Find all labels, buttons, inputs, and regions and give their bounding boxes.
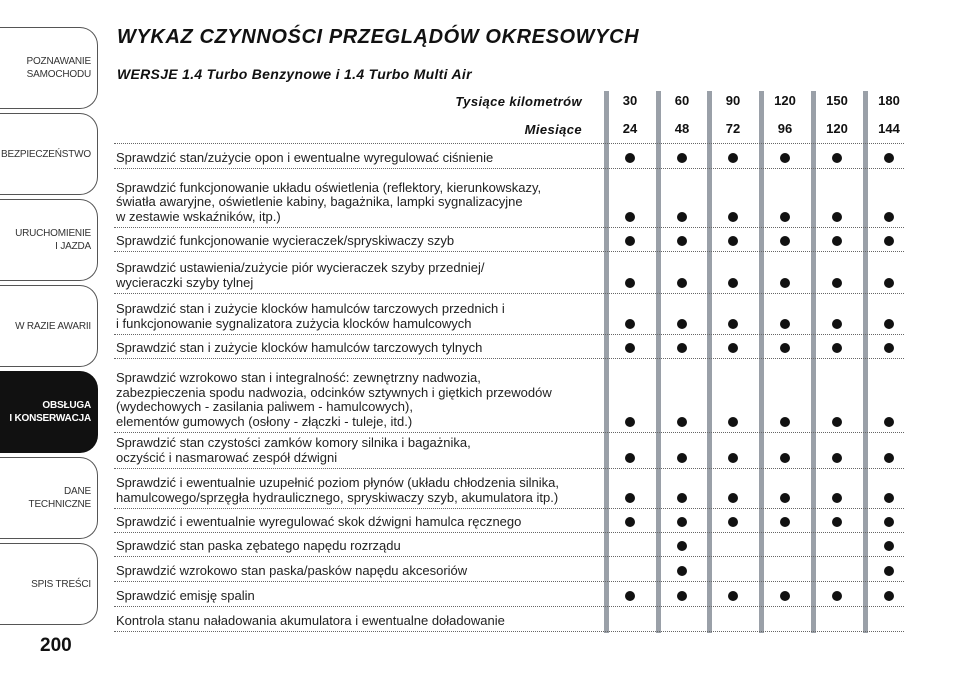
month-value: 48 [674, 121, 690, 136]
check-dot [625, 278, 635, 288]
check-dot [832, 153, 842, 163]
sidebar-tab-4[interactable] [0, 285, 98, 367]
check-dot [625, 319, 635, 329]
check-dot [728, 236, 738, 246]
check-dot [625, 493, 635, 503]
check-dot [625, 153, 635, 163]
month-value: 144 [878, 121, 900, 136]
check-dot [884, 566, 894, 576]
check-dot [625, 417, 635, 427]
check-dot [728, 278, 738, 288]
check-dot [780, 591, 790, 601]
sidebar-tab-label: DANE TECHNICZNE [28, 486, 91, 510]
check-dot [677, 278, 687, 288]
check-dot [677, 153, 687, 163]
check-dot [832, 453, 842, 463]
check-dot [728, 153, 738, 163]
check-dot [780, 212, 790, 222]
check-dot [884, 319, 894, 329]
km-value: 90 [725, 93, 741, 108]
table-row [114, 228, 904, 252]
table-row [114, 533, 904, 557]
row-description: Sprawdzić funkcjonowanie wycieraczek/spryskiwaczy szyb [116, 232, 455, 248]
table-row [114, 144, 904, 169]
check-dot [677, 212, 687, 222]
table-row [114, 469, 904, 509]
check-dot [884, 343, 894, 353]
check-dot [832, 343, 842, 353]
table-row [114, 252, 904, 294]
check-dot [677, 453, 687, 463]
month-value: 96 [777, 121, 793, 136]
sidebar-tab-6[interactable] [0, 457, 98, 539]
check-dot [677, 343, 687, 353]
page-number: 200 [40, 635, 72, 656]
check-dot [728, 517, 738, 527]
check-dot [677, 493, 687, 503]
row-description: Kontrola stanu naładowania akumulatora i ewentualne doładowanie [116, 612, 505, 628]
table-row [114, 557, 904, 582]
check-dot [625, 212, 635, 222]
check-dot [780, 453, 790, 463]
check-dot [780, 236, 790, 246]
sidebar-tab-5[interactable] [0, 371, 98, 453]
check-dot [780, 493, 790, 503]
months-header-label: Miesiące [524, 122, 582, 137]
month-value: 120 [826, 121, 848, 136]
check-dot [780, 343, 790, 353]
row-description: Sprawdzić stan i zużycie klocków hamulców tarczowych tylnych [116, 339, 483, 355]
km-value: 180 [878, 93, 900, 108]
row-description: Sprawdzić emisję spalin [116, 587, 255, 603]
sidebar-tab-label: OBSŁUGA I KONSERWACJA [9, 400, 91, 424]
header-separator [114, 0, 904, 144]
check-dot [884, 517, 894, 527]
check-dot [832, 517, 842, 527]
row-description: Sprawdzić wzrokowo stan paska/pasków napędu akcesoriów [116, 562, 468, 578]
check-dot [677, 319, 687, 329]
table-row [114, 607, 904, 632]
check-dot [884, 212, 894, 222]
sidebar-tab-label: SPIS TREŚCI [31, 578, 91, 590]
check-dot [728, 493, 738, 503]
month-value: 24 [622, 121, 638, 136]
check-dot [832, 212, 842, 222]
check-dot [677, 591, 687, 601]
check-dot [728, 319, 738, 329]
check-dot [780, 417, 790, 427]
check-dot [884, 153, 894, 163]
check-dot [677, 541, 687, 551]
check-dot [780, 278, 790, 288]
row-description: Sprawdzić wzrokowo stan i integralność: zewnętrzny nadwozia, zabezpieczenia spodu nadwozia, odcinków sztywnych i giętkich przewodów (wydechowych - zasilania paliwem - hamulcowych), elementów gumowych (osłony - złączki - tuleje, itd.) [116, 370, 552, 429]
km-value: 150 [826, 93, 848, 108]
row-description: Sprawdzić i ewentualnie uzupełnić poziom płynów (układu chłodzenia silnika, hamulcowego/sprzęgła hydraulicznego, spryskiwaczy szyb, akumulatora itp.) [116, 475, 559, 505]
check-dot [728, 343, 738, 353]
row-description: Sprawdzić funkcjonowanie układu oświetlenia (reflektory, kierunkowskazy, światła awaryjne, oświetlenie kabiny, bagażnika, lampki sygnalizacyjne w zestawie wskaźników, itp.) [116, 179, 542, 224]
page-subtitle: WERSJE 1.4 Turbo Benzynowe i 1.4 Turbo Multi Air [117, 66, 472, 82]
km-value: 60 [674, 93, 690, 108]
row-description: Sprawdzić stan i zużycie klocków hamulców tarczowych przednich i i funkcjonowanie sygnalizatora zużycia klocków hamulcowych [116, 301, 505, 331]
check-dot [780, 319, 790, 329]
row-description: Sprawdzić i ewentualnie wyregulować skok dźwigni hamulca ręcznego [116, 513, 522, 529]
check-dot [884, 453, 894, 463]
check-dot [728, 417, 738, 427]
km-header-label: Tysiące kilometrów [455, 94, 582, 109]
check-dot [625, 517, 635, 527]
check-dot [677, 566, 687, 576]
check-dot [625, 343, 635, 353]
check-dot [832, 278, 842, 288]
sidebar-tab-3[interactable] [0, 199, 98, 281]
check-dot [728, 591, 738, 601]
month-value: 72 [725, 121, 741, 136]
km-value: 30 [622, 93, 638, 108]
check-dot [677, 517, 687, 527]
table-row [114, 433, 904, 469]
check-dot [884, 541, 894, 551]
check-dot [625, 453, 635, 463]
check-dot [780, 153, 790, 163]
check-dot [625, 591, 635, 601]
table-row [114, 359, 904, 433]
table-row [114, 335, 904, 359]
check-dot [832, 319, 842, 329]
check-dot [832, 417, 842, 427]
table-row [114, 582, 904, 607]
check-dot [728, 453, 738, 463]
sidebar-tab-label: W RAZIE AWARII [15, 320, 91, 332]
check-dot [832, 591, 842, 601]
table-row [114, 294, 904, 335]
sidebar-tab-label: BEZPIECZEŃSTWO [1, 148, 91, 160]
row-description: Sprawdzić ustawienia/zużycie piór wycieraczek szyby przedniej/ wycieraczki szyby tylnej [116, 260, 485, 290]
check-dot [728, 212, 738, 222]
check-dot [884, 493, 894, 503]
sidebar-tab-label: URUCHOMIENIE I JAZDA [15, 228, 91, 252]
check-dot [677, 236, 687, 246]
sidebar-tab-2[interactable] [0, 113, 98, 195]
check-dot [832, 493, 842, 503]
check-dot [625, 236, 635, 246]
table-row [114, 509, 904, 533]
table-row [114, 169, 904, 228]
km-value: 120 [774, 93, 796, 108]
check-dot [832, 236, 842, 246]
check-dot [780, 517, 790, 527]
sidebar-tab-7[interactable] [0, 543, 98, 625]
check-dot [884, 278, 894, 288]
row-description: Sprawdzić stan czystości zamków komory silnika i bagażnika, oczyścić i nasmarować zespół dźwigni [116, 435, 471, 465]
sidebar-tab-1[interactable] [0, 27, 98, 109]
check-dot [884, 417, 894, 427]
check-dot [884, 591, 894, 601]
check-dot [884, 236, 894, 246]
sidebar-tab-label: POZNAWANIE SAMOCHODU [26, 56, 91, 80]
page-title: WYKAZ CZYNNOŚCI PRZEGLĄDÓW OKRESOWYCH [117, 26, 640, 48]
row-description: Sprawdzić stan/zużycie opon i ewentualne wyregulować ciśnienie [116, 149, 494, 165]
row-description: Sprawdzić stan paska zębatego napędu rozrządu [116, 537, 401, 553]
check-dot [677, 417, 687, 427]
